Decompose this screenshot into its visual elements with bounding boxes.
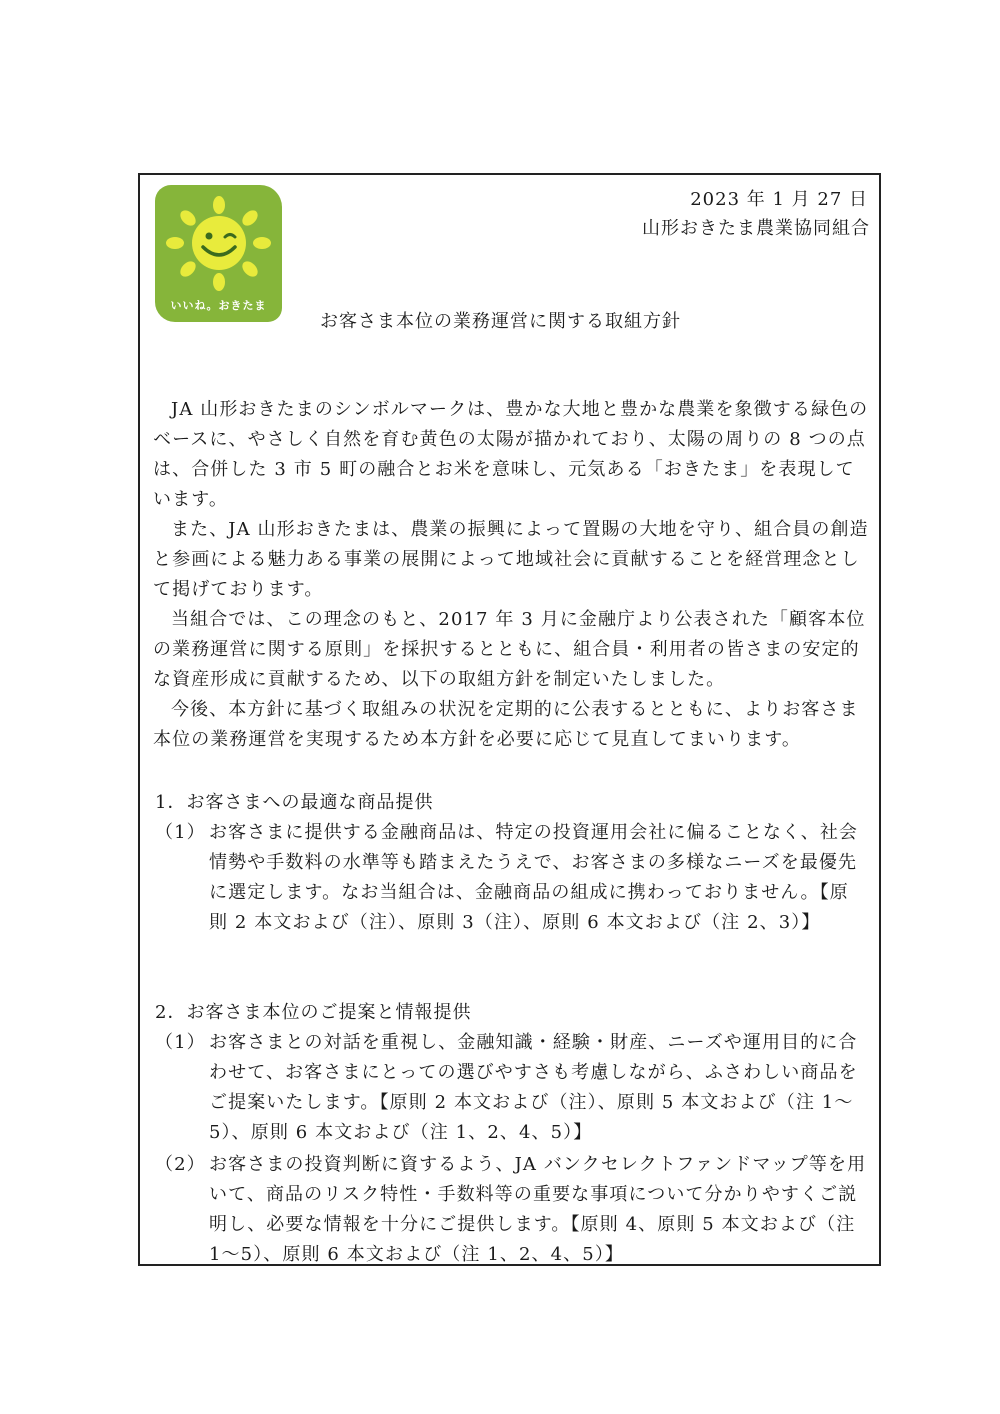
intro-paragraph-3: 当組合では、この理念のもと、2017 年 3 月に金融庁より公表された「顧客本位の業務運営に関する原則」を採択するとともに、組合員・利用者の皆さまの安定的な資産形成に貢献するため、以下の取組方針を制定いたしました。 — [153, 609, 866, 690]
item-number: （2） — [155, 1154, 206, 1175]
item-number: （1） — [155, 1032, 206, 1053]
organization-name: 山形おきたま農業協同組合 — [642, 218, 870, 239]
document-title: お客さま本位の業務運営に関する取組方針 — [320, 311, 681, 332]
section-1-item-1 — [155, 818, 867, 938]
item-text: お客さまとの対話を重視し、金融知識・経験・財産、ニーズや運用目的に合わせて、お客さまにとっての選びやすさも考慮しながら、ふさわしい商品をご提案いたします。【原則 2 本文および（注）、原則 5 本文および（注 1〜5）、原則 6 本文および（注 1、2、4、5）】 — [209, 1032, 858, 1143]
document-date: 2023 年 1 月 27 日 — [690, 189, 868, 210]
item-text: お客さまに提供する金融商品は、特定の投資運用会社に偏ることなく、社会情勢や手数料の水準等も踏まえたうえで、お客さまの多様なニーズを最優先に選定します。なお当組合は、金融商品の組成に携わっておりません。【原則 2 本文および（注）、原則 3（注）、原則 6 本文および（注 2、3）】 — [209, 822, 859, 933]
ja-okitama-logo — [155, 185, 282, 322]
section-2-item-1 — [155, 1028, 867, 1148]
section-2-item-2 — [155, 1150, 867, 1270]
intro-paragraph-4: 今後、本方針に基づく取組みの状況を定期的に公表するとともに、よりお客さま本位の業務運営を実現するため本方針を必要に応じて見直してまいります。 — [153, 699, 859, 750]
intro-paragraph-1: JA 山形おきたまのシンボルマークは、豊かな大地と豊かな農業を象徴する緑色のベースに、やさしく自然を育む黄色の太陽が描かれており、太陽の周りの 8 つの点は、合併した 3 市 5 町の融合とお米を意味し、元気ある「おきたま」を表現しています。 — [153, 399, 869, 510]
intro-paragraph-2: また、JA 山形おきたまは、農業の振興によって置賜の大地を守り、組合員の創造と参画による魅力ある事業の展開によって地域社会に貢献することを経営理念として掲げております。 — [153, 519, 869, 600]
item-number: （1） — [155, 822, 206, 843]
section-1-heading: 1．お客さまへの最適な商品提供 — [155, 792, 434, 813]
section-2-heading: 2．お客さま本位のご提案と情報提供 — [155, 1002, 472, 1023]
logo-text: いいね。おきたま — [170, 299, 267, 312]
item-text: お客さまの投資判断に資するよう、JA バンクセレクトファンドマップ等を用いて、商品のリスク特性・手数料等の重要な事項について分かりやすくご説明し、必要な情報を十分にご提供します。【原則 4、原則 5 本文および（注 1〜5）、原則 6 本文および（注 1、2、4、5）】 — [209, 1154, 867, 1265]
